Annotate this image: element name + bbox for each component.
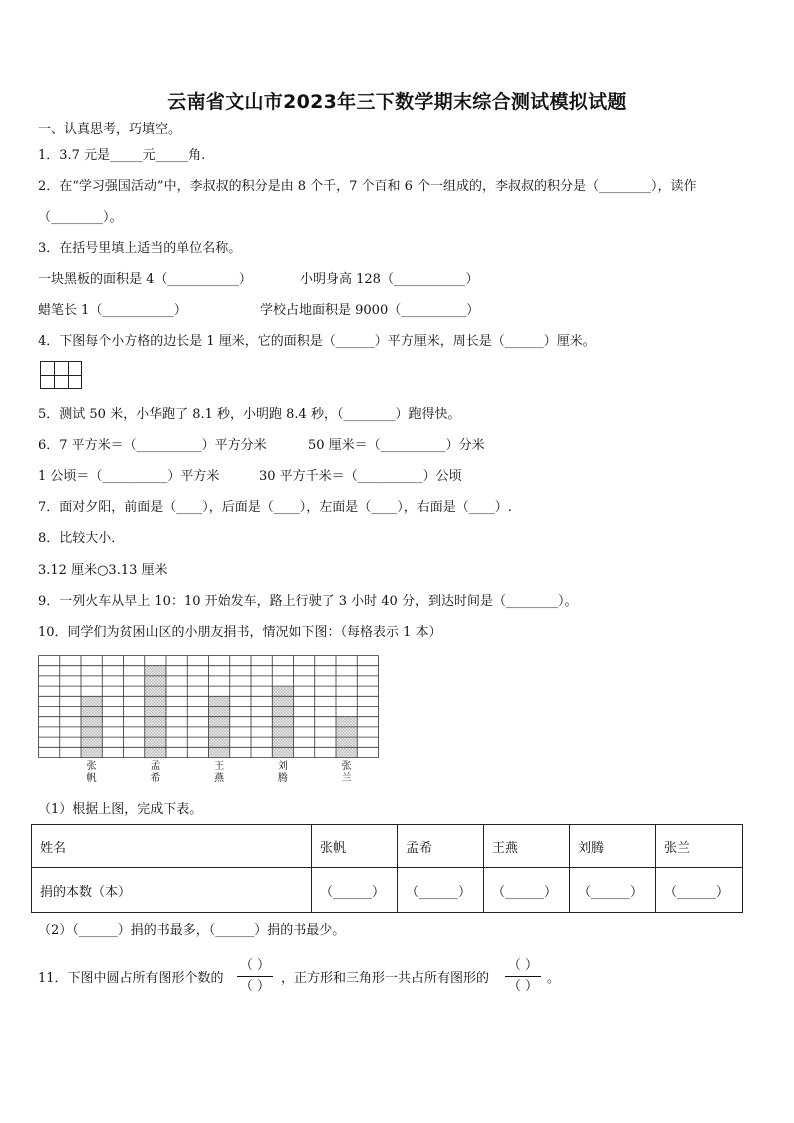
x-tick-char: 张 bbox=[86, 761, 97, 772]
table-header-cell: 张兰 bbox=[656, 825, 743, 868]
question-3-a: 一块黑板的面积是 4（___________） bbox=[38, 272, 252, 287]
table-cell: （______） bbox=[656, 868, 743, 913]
question-8-a: 3.12 厘米○3.13 厘米 bbox=[38, 563, 168, 578]
x-tick-char: 王 bbox=[214, 761, 225, 772]
x-tick-label bbox=[147, 761, 163, 785]
x-tick-char: 腾 bbox=[277, 773, 288, 784]
x-tick-label bbox=[275, 761, 291, 785]
table-header-cell: 姓名 bbox=[32, 825, 312, 868]
table-cell: 捐的本数（本） bbox=[32, 868, 312, 913]
question-6-d: 30 平方千米＝（__________）公顷 bbox=[259, 469, 462, 484]
x-tick-char: 张 bbox=[341, 761, 352, 772]
question-5: 5．测试 50 米，小华跑了 8.1 秒，小明跑 8.4 秒，（________）跑得快。 bbox=[38, 407, 461, 422]
question-3-c: 蜡笔长 1（___________） bbox=[38, 303, 187, 318]
table-header-cell: 王燕 bbox=[484, 825, 570, 868]
question-3-d: 学校占地面积是 9000（__________） bbox=[260, 303, 480, 318]
fraction-denominator: （ ） bbox=[507, 979, 539, 994]
question-10-1: （1）根据上图，完成下表。 bbox=[38, 802, 203, 817]
x-tick-char: 希 bbox=[150, 773, 161, 784]
question-11-part-b: ，正方形和三角形一共占所有图形的 bbox=[281, 971, 490, 986]
table-header-cell: 孟希 bbox=[398, 825, 484, 868]
section-heading: 一、认真思考，巧填空。 bbox=[38, 122, 182, 137]
x-tick-char: 孟 bbox=[150, 761, 161, 772]
question-2-line-2: （________）。 bbox=[38, 210, 123, 225]
question-4: 4．下图每个小方格的边长是 1 厘米，它的面积是（______）平方厘米，周长是（______）厘米。 bbox=[38, 334, 596, 349]
question-3-b: 小明身高 128（___________） bbox=[300, 272, 479, 287]
donation-chart bbox=[38, 655, 380, 784]
question-8: 8．比较大小． bbox=[38, 531, 125, 546]
question-11-part-a: 11．下图中圆占所有图形个数的 bbox=[38, 971, 224, 986]
x-tick-char: 燕 bbox=[214, 773, 225, 784]
page-title: 云南省文山市2023年三下数学期末综合测试模拟试题 bbox=[167, 91, 627, 113]
table-header-cell: 刘腾 bbox=[570, 825, 656, 868]
question-1: 1．3.7 元是_____元_____角. bbox=[38, 148, 206, 163]
question-6-c: 1 公顷＝（__________）平方米 bbox=[38, 469, 220, 484]
x-tick-char: 兰 bbox=[341, 773, 352, 784]
fraction-blank bbox=[237, 958, 273, 995]
table-cell: （______） bbox=[484, 868, 570, 913]
question-10: 10．同学们为贫困山区的小朋友捐书，情况如下图：（每格表示 1 本） bbox=[38, 625, 442, 640]
question-10-2: （2）（______）捐的书最多，（______）捐的书最少。 bbox=[38, 923, 346, 938]
table-row bbox=[32, 868, 743, 913]
chart-svg bbox=[38, 655, 380, 758]
question-3: 3．在括号里填上适当的单位名称。 bbox=[38, 241, 242, 256]
donation-table bbox=[31, 824, 743, 913]
bar-刘腾 bbox=[272, 686, 293, 757]
x-tick-label bbox=[339, 761, 355, 785]
fraction-numerator: （ ） bbox=[239, 958, 271, 973]
x-tick-char: 刘 bbox=[277, 761, 288, 772]
bar-孟希 bbox=[145, 666, 166, 758]
table-header-row bbox=[32, 825, 743, 868]
fraction-numerator: （ ） bbox=[507, 958, 539, 973]
question-9: 9．一列火车从早上 10：10 开始发车，路上行驶了 3 小时 40 分，到达时间是（________）。 bbox=[38, 594, 578, 609]
small-square-grid bbox=[40, 361, 82, 389]
x-tick-char: 帆 bbox=[86, 773, 97, 784]
fraction-blank bbox=[505, 958, 541, 995]
table-header-cell: 张帆 bbox=[312, 825, 398, 868]
question-2-line-1: 2．在“学习强国活动”中，李叔叔的积分是由 8 个千，7 个百和 6 个一组成的，李叔叔的积分是（________），读作 bbox=[38, 179, 697, 194]
question-7: 7．面对夕阳，前面是（____），后面是（____），左面是（____），右面是（____）. bbox=[38, 500, 512, 515]
x-tick-label bbox=[84, 761, 100, 785]
table-cell: （______） bbox=[570, 868, 656, 913]
question-6-a: 6．7 平方米＝（__________）平方分米 bbox=[38, 438, 267, 453]
question-6-b: 50 厘米＝（__________）分米 bbox=[308, 438, 485, 453]
x-tick-label bbox=[211, 761, 227, 785]
question-11-part-c: 。 bbox=[547, 971, 561, 986]
table-cell: （______） bbox=[312, 868, 398, 913]
table-cell: （______） bbox=[398, 868, 484, 913]
fraction-denominator: （ ） bbox=[239, 979, 271, 994]
